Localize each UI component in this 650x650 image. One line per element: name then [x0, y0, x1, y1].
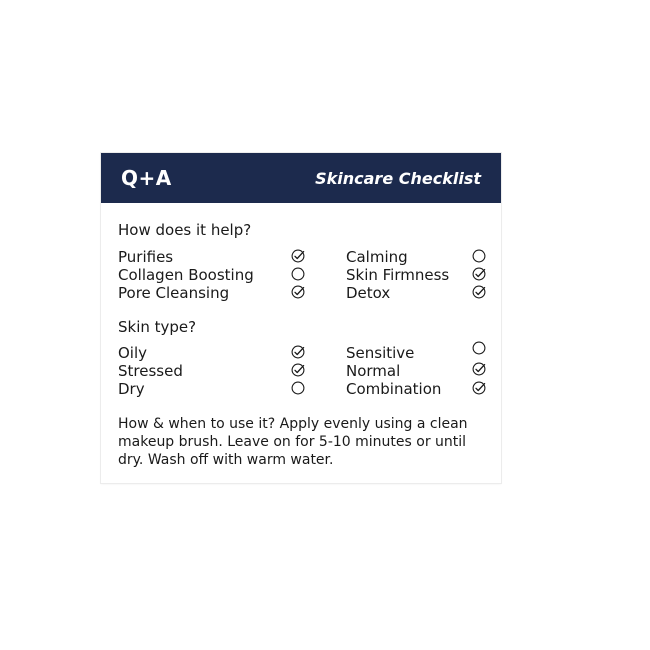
skin-type-heading: Skin type?	[118, 318, 197, 336]
skin-type-item: Sensitive	[346, 344, 415, 362]
circle-check-icon	[472, 381, 486, 395]
benefit-item: Pore Cleansing	[118, 284, 230, 302]
skin-type-item: Normal	[346, 362, 401, 380]
benefit-item: Detox	[346, 284, 391, 302]
empty-circle-icon	[291, 267, 305, 281]
benefit-item: Purifies	[118, 248, 174, 266]
benefit-item: Skin Firmness	[346, 266, 450, 284]
usage-instructions: How & when to use it? Apply evenly using a clean makeup brush. Leave on for 5-10 minutes or until dry. Wash off with warm water.	[118, 416, 468, 468]
circle-check-icon	[291, 345, 305, 359]
benefit-item: Calming	[346, 248, 408, 266]
empty-circle-icon	[472, 341, 486, 355]
empty-circle-icon	[472, 249, 486, 263]
circle-check-icon	[291, 363, 305, 377]
checklist-title: Skincare Checklist	[315, 169, 481, 188]
circle-check-icon	[291, 285, 305, 299]
circle-check-icon	[472, 362, 486, 376]
checklist-card	[101, 153, 501, 483]
circle-check-icon	[291, 249, 305, 263]
skin-type-item: Oily	[118, 344, 148, 362]
circle-check-icon	[472, 267, 486, 281]
skin-type-item: Stressed	[118, 362, 183, 380]
benefits-heading: How does it help?	[118, 221, 252, 239]
empty-circle-icon	[291, 381, 305, 395]
skin-type-item: Dry	[118, 380, 145, 398]
brand-logo: Q+A	[121, 166, 172, 190]
skin-type-item: Combination	[346, 380, 442, 398]
circle-check-icon	[472, 285, 486, 299]
benefit-item: Collagen Boosting	[118, 266, 254, 284]
header-band	[101, 153, 501, 203]
